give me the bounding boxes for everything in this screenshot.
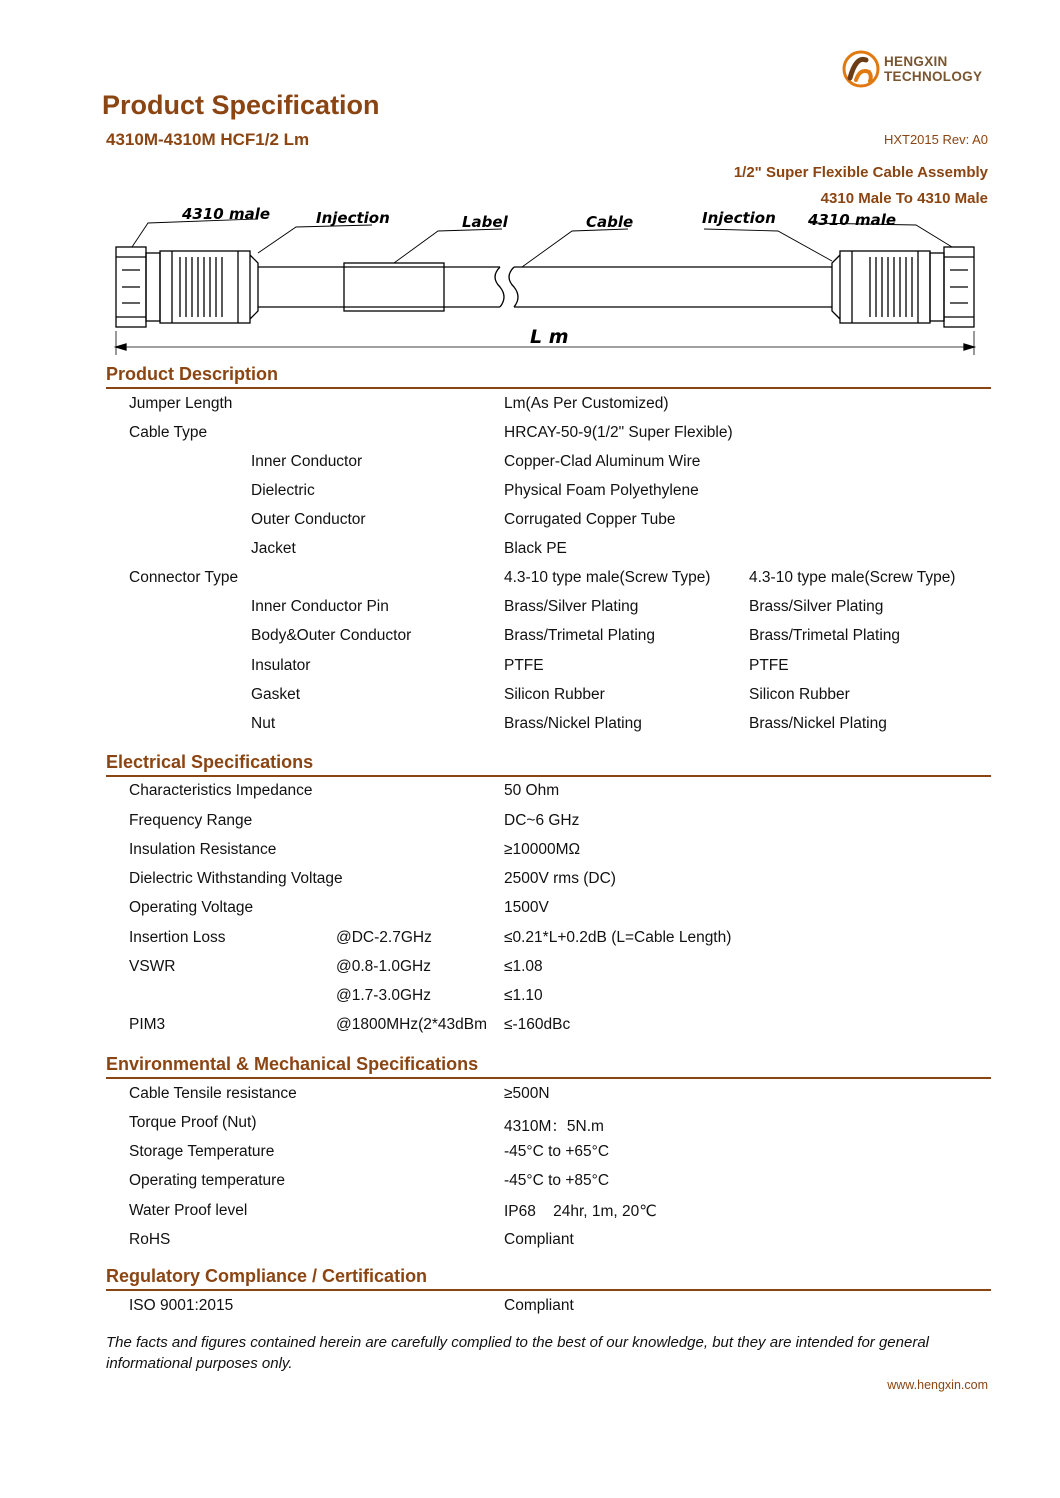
label-callout: Label <box>462 213 508 231</box>
spec-name: PIM3 <box>129 1016 166 1033</box>
cable-assembly-drawing <box>110 195 990 365</box>
spec-value: 4.3-10 type male(Screw Type) <box>504 569 711 586</box>
spec-value: Compliant <box>504 1231 574 1248</box>
spec-value: Physical Foam Polyethylene <box>504 482 699 499</box>
spec-name: Insertion Loss <box>129 929 226 946</box>
spec-name: Jacket <box>251 540 296 557</box>
spec-value: Black PE <box>504 540 567 557</box>
revision-code: HXT2015 Rev: A0 <box>883 132 988 147</box>
cable-callout: Cable <box>586 213 634 231</box>
right-connector-label: 4310 male <box>808 211 897 229</box>
table-row <box>0 870 1060 899</box>
spec-value: Brass/Trimetal Plating <box>504 627 656 644</box>
spec-value: HRCAY-50-9(1/2" Super Flexible) <box>504 424 733 441</box>
spec-condition: @1800MHz(2*43dBm <box>336 1016 487 1033</box>
spec-name: Inner Conductor <box>251 453 363 470</box>
section-environmental-mechanical <box>106 1054 991 1079</box>
left-connector-body-shape <box>160 251 250 323</box>
table-row <box>0 987 1060 1016</box>
spec-name: Cable Tensile resistance <box>129 1085 297 1102</box>
spec-name: Operating Voltage <box>129 899 254 916</box>
disclaimer-text: The facts and figures contained herein are carefully complied to the best of our knowledge, but they are intended for general informational purposes only. <box>106 1334 930 1372</box>
spec-value-second-connector: PTFE <box>749 657 789 674</box>
page-title: Product Specification <box>102 90 380 120</box>
spec-value: Brass/Nickel Plating <box>504 715 642 732</box>
table-row <box>0 1231 1060 1260</box>
table-row <box>0 1172 1060 1201</box>
spec-name: Inner Conductor Pin <box>251 598 389 615</box>
spec-name: Dielectric Withstanding Voltage <box>129 870 343 887</box>
table-row <box>0 812 1060 841</box>
right-connector-body-shape <box>840 251 930 323</box>
spec-value: Brass/Silver Plating <box>504 598 639 615</box>
spec-name: Body&Outer Conductor <box>251 627 412 644</box>
table-row <box>0 782 1060 811</box>
website-link[interactable]: www.hengxin.com <box>887 1378 988 1392</box>
spec-value: -45°C to +65°C <box>504 1143 610 1160</box>
spec-name: Nut <box>251 715 276 732</box>
spec-value-second-connector: 4.3-10 type male(Screw Type) <box>749 569 956 586</box>
brand-tagline: TECHNOLOGY <box>884 69 983 84</box>
spec-name: Connector Type <box>129 569 239 586</box>
spec-value: ≤-160dBc <box>504 1016 571 1033</box>
label-sleeve-shape <box>344 263 444 311</box>
table-row <box>0 1085 1060 1114</box>
spec-name: Insulation Resistance <box>129 841 277 858</box>
table-row <box>0 899 1060 928</box>
spec-name: Water Proof level <box>129 1202 248 1219</box>
length-dimension-label: L m <box>530 326 569 348</box>
table-row <box>0 482 1060 511</box>
section-regulatory-compliance <box>106 1266 991 1291</box>
spec-name: Torque Proof (Nut) <box>129 1114 257 1131</box>
table-row <box>0 453 1060 482</box>
product-subtitle: 1/2" Super Flexible Cable Assembly <box>733 164 988 181</box>
spec-value: DC~6 GHz <box>504 812 580 829</box>
spec-condition: @1.7-3.0GHz <box>336 987 431 1004</box>
spec-name: Gasket <box>251 686 301 703</box>
spec-name: Cable Type <box>129 424 208 441</box>
company-logo <box>842 50 992 90</box>
spec-value: ≤1.10 <box>504 987 543 1004</box>
right-injection-label: Injection <box>702 209 776 227</box>
table-row <box>0 929 1060 958</box>
model-number: 4310M-4310M HCF1/2 Lm <box>106 130 310 149</box>
spec-value: Copper-Clad Aluminum Wire <box>504 453 701 470</box>
spec-name: Jumper Length <box>129 395 233 412</box>
table-row <box>0 715 1060 744</box>
spec-value: 4310M：5N.m <box>504 1118 604 1135</box>
spec-value: Lm(As Per Customized) <box>504 395 669 412</box>
spec-condition: @0.8-1.0GHz <box>336 958 431 975</box>
section-title: Regulatory Compliance / Certification <box>106 1266 428 1286</box>
spec-name: Outer Conductor <box>251 511 366 528</box>
table-row <box>0 1202 1060 1231</box>
spec-value: ≥500N <box>504 1085 550 1102</box>
table-row <box>0 657 1060 686</box>
table-row <box>0 395 1060 424</box>
table-row <box>0 1114 1060 1143</box>
table-row <box>0 598 1060 627</box>
product-connector-pair: 4310 Male To 4310 Male <box>820 190 988 207</box>
spec-value: ≤0.21*L+0.2dB (L=Cable Length) <box>504 929 732 946</box>
spec-value: 1500V <box>504 899 549 916</box>
spec-name: Insulator <box>251 657 311 674</box>
table-row <box>0 1143 1060 1172</box>
spec-name: ISO 9001:2015 <box>129 1297 234 1314</box>
table-row <box>0 627 1060 656</box>
section-title: Electrical Specifications <box>106 752 314 772</box>
table-row <box>0 424 1060 453</box>
spec-value: -45°C to +85°C <box>504 1172 610 1189</box>
spec-value-second-connector: Brass/Trimetal Plating <box>749 627 901 644</box>
table-row <box>0 569 1060 598</box>
left-injection-label: Injection <box>316 209 390 227</box>
hengxin-logo-icon <box>842 50 880 88</box>
section-product-description <box>106 364 991 389</box>
section-title: Environmental & Mechanical Specifications <box>106 1054 479 1074</box>
spec-value: 50 Ohm <box>504 782 560 799</box>
spec-name: VSWR <box>129 958 176 975</box>
spec-value: IP68 24hr, 1m, 20℃ <box>504 1203 657 1220</box>
spec-value: ≤1.08 <box>504 958 543 975</box>
brand-name: HENGXIN <box>884 54 948 69</box>
left-connector-label: 4310 male <box>182 205 271 223</box>
spec-name: Characteristics Impedance <box>129 782 313 799</box>
spec-name: RoHS <box>129 1231 171 1248</box>
spec-name: Operating temperature <box>129 1172 285 1189</box>
spec-name: Dielectric <box>251 482 315 499</box>
spec-value-second-connector: Brass/Silver Plating <box>749 598 884 615</box>
spec-value: Silicon Rubber <box>504 686 605 703</box>
spec-name: Frequency Range <box>129 812 253 829</box>
spec-value: 2500V rms (DC) <box>504 870 616 887</box>
section-electrical-specifications <box>106 752 991 777</box>
spec-value: Compliant <box>504 1297 574 1314</box>
spec-value-second-connector: Brass/Nickel Plating <box>749 715 887 732</box>
spec-name: Storage Temperature <box>129 1143 275 1160</box>
table-row <box>0 958 1060 987</box>
spec-value: PTFE <box>504 657 544 674</box>
table-row <box>0 540 1060 569</box>
spec-condition: @DC-2.7GHz <box>336 929 432 946</box>
section-title: Product Description <box>106 364 279 384</box>
table-row <box>0 686 1060 715</box>
spec-value: ≥10000MΩ <box>504 841 581 858</box>
table-row <box>0 1016 1060 1045</box>
table-row <box>0 511 1060 540</box>
table-row <box>0 1297 1060 1326</box>
table-row <box>0 841 1060 870</box>
spec-value: Corrugated Copper Tube <box>504 511 676 528</box>
spec-value-second-connector: Silicon Rubber <box>749 686 850 703</box>
